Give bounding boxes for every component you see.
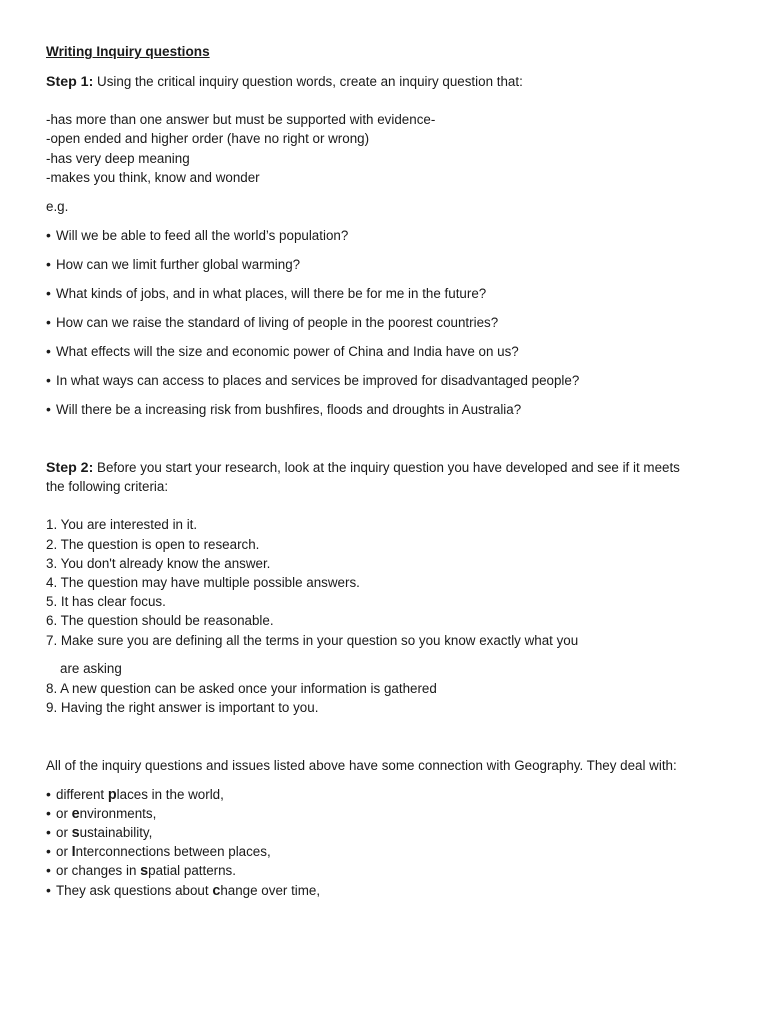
example-question	[46, 342, 519, 361]
example-text: What effects will the size and economic power of China and India have on us?	[56, 344, 519, 359]
theme-pre: or	[56, 825, 72, 840]
geography-theme	[46, 842, 271, 862]
theme-pre: different	[56, 787, 108, 802]
page-title: Writing Inquiry questions	[46, 44, 210, 59]
bullet: •	[46, 256, 51, 272]
bullet: •	[46, 824, 51, 840]
example-text: How can we limit further global warming?	[56, 257, 301, 272]
theme-lead-letter: e	[71, 806, 80, 822]
bullet: •	[46, 343, 51, 359]
example-question	[46, 226, 348, 245]
criteria-item: 9. Having the right answer is important to you.	[46, 700, 319, 715]
criteria-item-cont: are asking	[60, 661, 122, 676]
theme-post: nterconnections between places,	[75, 844, 271, 859]
example-question	[46, 255, 300, 274]
example-text: How can we raise the standard of living of people in the poorest countries?	[56, 315, 499, 330]
geography-theme	[46, 881, 320, 901]
example-text: What kinds of jobs, and in what places, will there be for me in the future?	[56, 286, 487, 301]
geography-theme	[46, 785, 224, 805]
example-text: Will we be able to feed all the world’s population?	[56, 228, 349, 243]
criteria-line: -has very deep meaning	[46, 151, 190, 166]
criteria-item: 5. It has clear focus.	[46, 594, 166, 609]
geography-theme	[46, 804, 156, 824]
theme-post: nvironments,	[79, 806, 157, 821]
criteria-item: 4. The question may have multiple possible answers.	[46, 575, 360, 590]
step2-heading	[46, 458, 680, 478]
theme-lead-letter: I	[71, 844, 76, 860]
geography-theme	[46, 861, 236, 881]
theme-lead-letter: c	[212, 883, 221, 899]
criteria-line: -makes you think, know and wonder	[46, 170, 260, 185]
step2-intro-cont: the following criteria:	[46, 479, 169, 494]
step1-intro: Using the critical inquiry question words, create an inquiry question that:	[97, 74, 523, 89]
bullet: •	[46, 862, 51, 878]
bullet: •	[46, 314, 51, 330]
example-text: Will there be a increasing risk from bushfires, floods and droughts in Australia?	[56, 402, 522, 417]
criteria-line: -has more than one answer but must be supported with evidence-	[46, 112, 436, 127]
example-question	[46, 284, 486, 303]
bullet: •	[46, 372, 51, 388]
theme-lead-letter: p	[107, 787, 117, 803]
theme-post: ustainability,	[79, 825, 153, 840]
step1-heading	[46, 72, 523, 92]
bullet: •	[46, 843, 51, 859]
criteria-item: 2. The question is open to research.	[46, 537, 260, 552]
geography-theme	[46, 823, 152, 843]
theme-pre: or	[56, 806, 72, 821]
geography-intro: All of the inquiry questions and issues listed above have some connection with Geography. They deal with:	[46, 758, 677, 773]
eg-label: e.g.	[46, 199, 69, 214]
theme-post: patial patterns.	[148, 863, 236, 878]
theme-post: hange over time,	[220, 883, 321, 898]
criteria-item: 6. The question should be reasonable.	[46, 613, 274, 628]
criteria-line: -open ended and higher order (have no right or wrong)	[46, 131, 370, 146]
bullet: •	[46, 786, 51, 802]
theme-lead-letter: s	[71, 825, 80, 841]
bullet: •	[46, 401, 51, 417]
theme-pre: or	[56, 844, 72, 859]
step2-label: Step 2:	[46, 460, 94, 476]
theme-pre: or changes in	[56, 863, 141, 878]
bullet: •	[46, 882, 51, 898]
bullet: •	[46, 227, 51, 243]
step2-intro: Before you start your research, look at the inquiry question you have developed and see if it meets	[97, 460, 680, 475]
example-question	[46, 371, 579, 390]
step1-label: Step 1:	[46, 74, 94, 90]
criteria-item: 7. Make sure you are defining all the terms in your question so you know exactly what you	[46, 633, 579, 648]
theme-pre: They ask questions about	[56, 883, 213, 898]
criteria-item: 8. A new question can be asked once your information is gathered	[46, 681, 437, 696]
theme-post: laces in the world,	[116, 787, 224, 802]
bullet: •	[46, 285, 51, 301]
criteria-item: 3. You don't already know the answer.	[46, 556, 271, 571]
bullet: •	[46, 805, 51, 821]
criteria-item: 1. You are interested in it.	[46, 517, 198, 532]
theme-lead-letter: s	[140, 863, 149, 879]
example-question	[46, 313, 498, 332]
example-question	[46, 400, 521, 419]
example-text: In what ways can access to places and services be improved for disadvantaged people?	[56, 373, 580, 388]
